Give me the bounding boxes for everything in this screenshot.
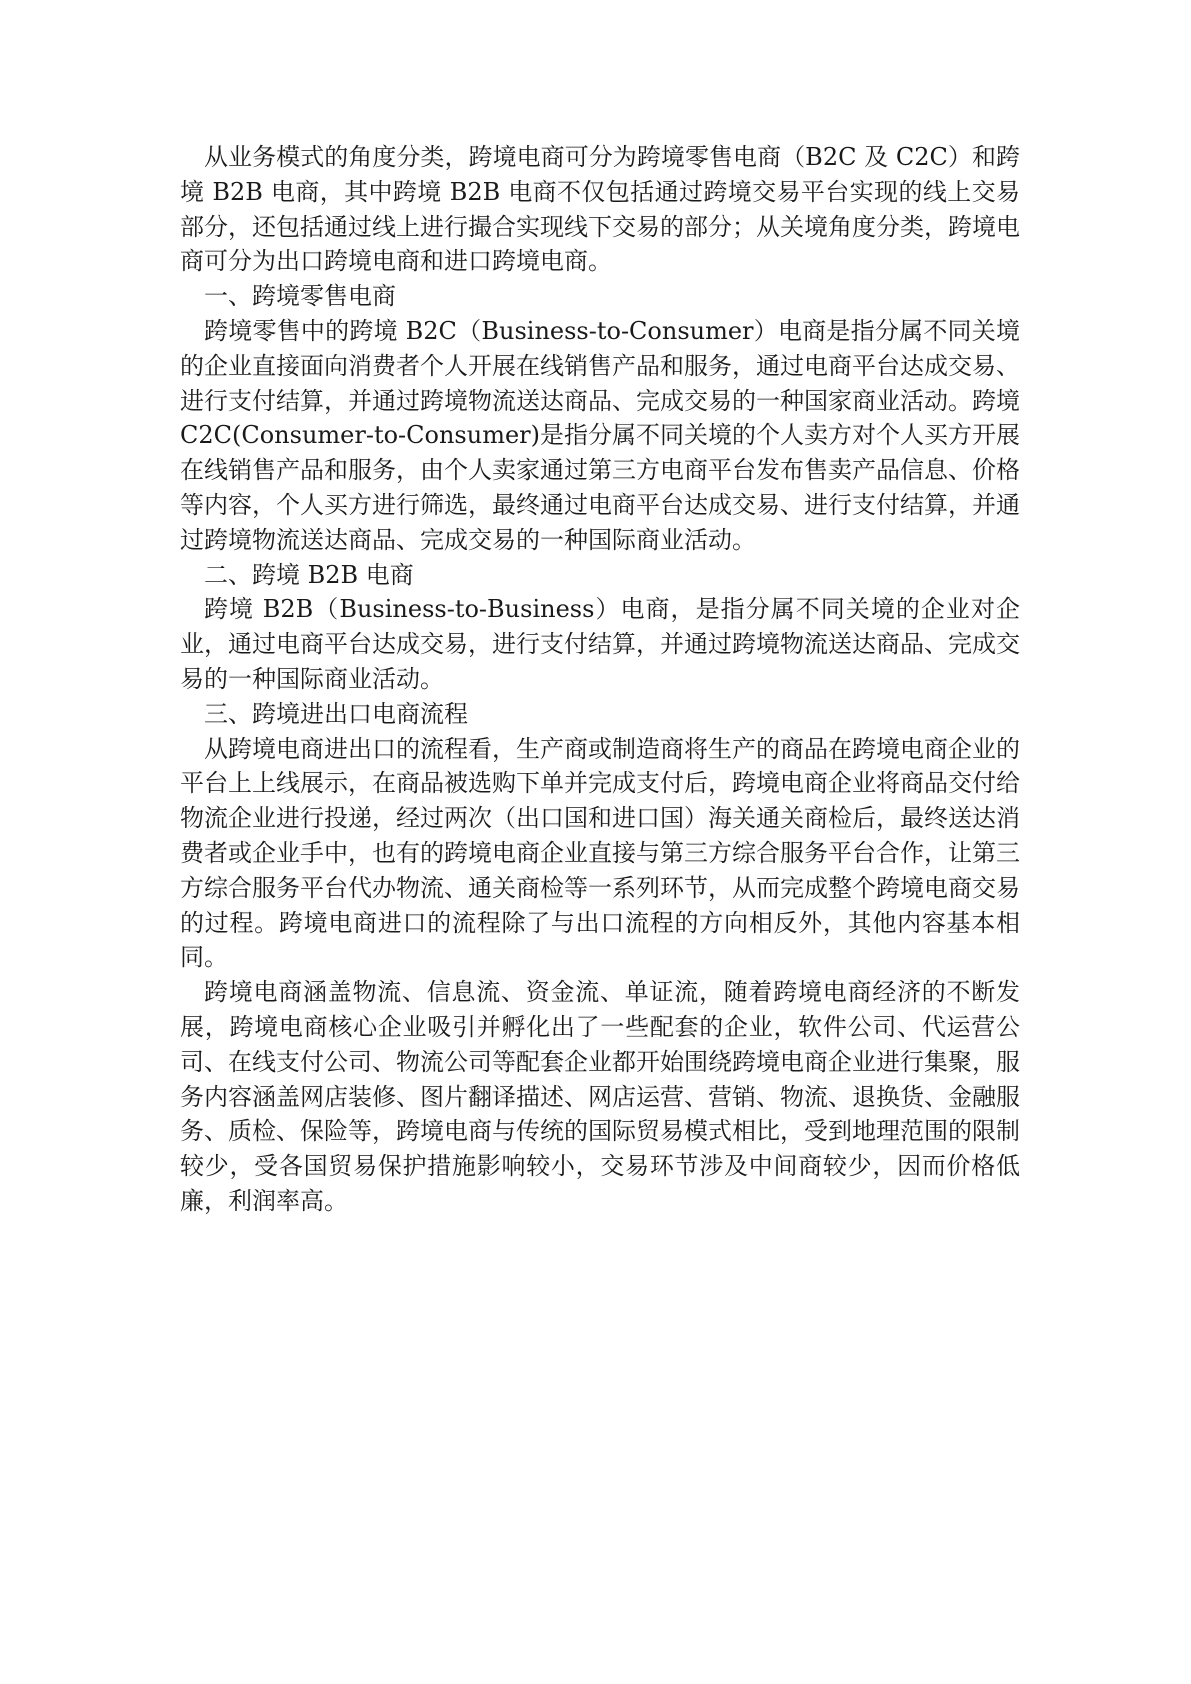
retail-paragraph: 跨境零售中的跨境 B2C（Business-to-Consumer）电商是指分属不同关境的企业直接面向消费者个人开展在线销售产品和服务，通过电商平台达成交易、进行支付结算，并通过跨境物流送达商品、完成交易的一种国家商业活动。跨境 C2C(Consumer-to-Consumer)是指分属不同关境的个人卖方对个人买方开展在线销售产品和服务，由个人卖家通过第三方电商平台发布售卖产品信息、价格等内容，个人买方进行筛选，最终通过电商平台达成交易、进行支付结算，并通过跨境物流送达商品、完成交易的一种国际商业活动。: [180, 316, 1020, 554]
b2b-paragraph: 跨境 B2B（Business-to-Business）电商，是指分属不同关境的企业对企业，通过电商平台达成交易，进行支付结算，并通过跨境物流送达商品、完成交易的一种国际商业活动。: [180, 595, 1020, 693]
section-heading-b2b: 二、跨境 B2B 电商: [204, 560, 414, 589]
intro-paragraph: 从业务模式的角度分类，跨境电商可分为跨境零售电商（B2C 及 C2C）和跨境 B2B 电商，其中跨境 B2B 电商不仅包括通过跨境交易平台实现的线上交易部分，还包括通过线上进行撮合实现线下交易的部分；从关境角度分类，跨境电商可分为出口跨境电商和进口跨境电商。: [180, 143, 1020, 276]
document-page: [180, 140, 1020, 1219]
ecosystem-paragraph: 跨境电商涵盖物流、信息流、资金流、单证流，随着跨境电商经济的不断发展，跨境电商核心企业吸引并孵化出了一些配套的企业，软件公司、代运营公司、在线支付公司、物流公司等配套企业都开始围绕跨境电商企业进行集聚，服务内容涵盖网店装修、图片翻译描述、网店运营、营销、物流、退换货、金融服务、质检、保险等，跨境电商与传统的国际贸易模式相比，受到地理范围的限制较少，受各国贸易保护措施影响较小，交易环节涉及中间商较少，因而价格低廉，利润率高。: [180, 978, 1020, 1215]
process-paragraph: 从跨境电商进出口的流程看，生产商或制造商将生产的商品在跨境电商企业的平台上上线展示，在商品被选购下单并完成支付后，跨境电商企业将商品交付给物流企业进行投递，经过两次（出口国和进口国）海关通关商检后，最终送达消费者或企业手中，也有的跨境电商企业直接与第三方综合服务平台合作，让第三方综合服务平台代办物流、通关商检等一系列环节，从而完成整个跨境电商交易的过程。跨境电商进口的流程除了与出口流程的方向相反外，其他内容基本相同。: [180, 734, 1020, 972]
section-heading-process: 三、跨境进出口电商流程: [204, 699, 468, 728]
section-heading-retail: 一、跨境零售电商: [204, 282, 396, 311]
